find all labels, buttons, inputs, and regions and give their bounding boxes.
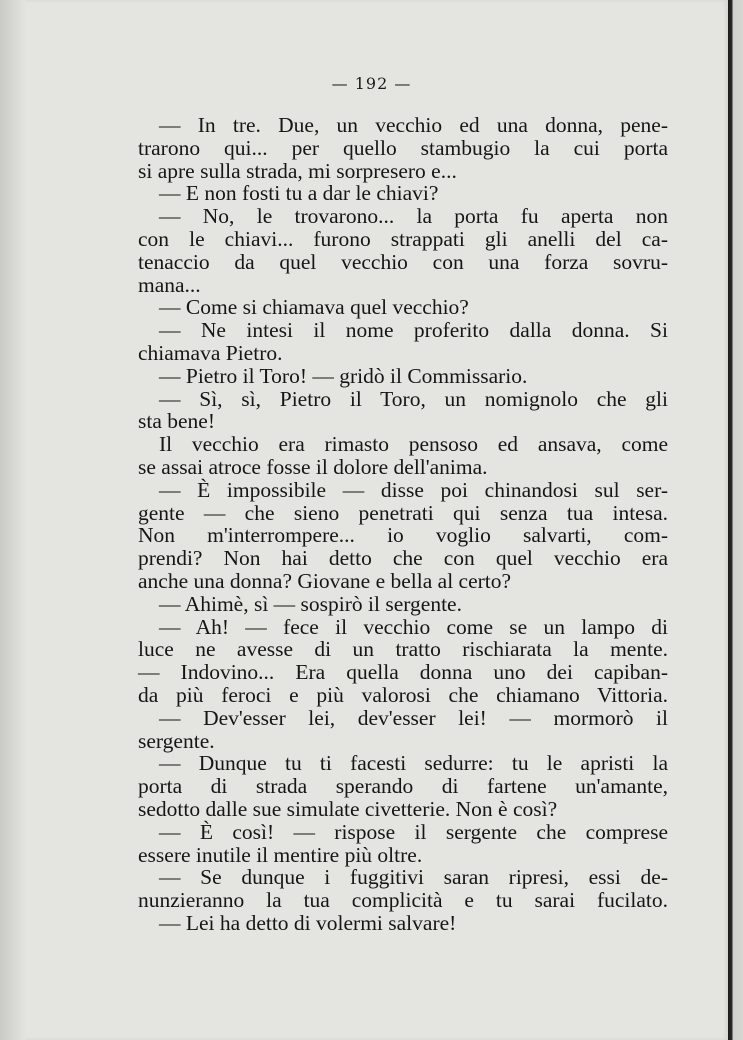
spine-shadow (0, 0, 26, 1040)
text-line: prendi? Non hai detto che con quel vecchio era (138, 546, 668, 571)
text-line: sedotto dalle sue simulate civetterie. Non è così? (138, 796, 558, 821)
text-line: — Pietro il Toro! — gridò il Commissario. (159, 363, 528, 388)
text-line: — Dev'esser lei, dev'esser lei! — mormorò il (159, 705, 668, 730)
text-line: — È impossibile — disse poi chinandosi sul ser- (159, 477, 668, 502)
text-line: — Sì, sì, Pietro il Toro, un nomignolo che gli (159, 386, 668, 411)
text-line: gente — che sieno penetrati qui senza tua intesa. (138, 500, 668, 525)
text-line: — Ne intesi il nome proferito dalla donna. Si (159, 318, 668, 343)
page-edge (728, 0, 743, 1040)
text-line: — Dunque tu ti facesti sedurre: tu le apristi la (159, 751, 668, 776)
text-line: mana... (138, 272, 201, 297)
text-line: — E non fosti tu a dar le chiavi? (159, 181, 439, 206)
text-line: nunzieranno la tua complicità e tu sarai fucilato. (138, 888, 668, 913)
text-line: — Ah! — fece il vecchio come se un lampo di (159, 614, 668, 639)
text-line: Non m'interrompere... io voglio salvarti, com- (138, 523, 668, 548)
text-line: trarono qui... per quello stambugio la cui porta (138, 135, 668, 160)
text-line: — Come si chiamava quel vecchio? (159, 295, 469, 320)
text-line: anche una donna? Giovane e bella al certo? (138, 568, 512, 593)
text-line: Il vecchio era rimasto pensoso ed ansava, come (159, 432, 668, 457)
text-line: se assai atroce fosse il dolore dell'anima. (138, 454, 488, 479)
text-line: porta di strada sperando di fartene un'amante, (138, 774, 668, 799)
text-line: — Se dunque i fuggitivi saran ripresi, essi de- (159, 865, 668, 890)
text-line: chiamava Pietro. (138, 340, 283, 365)
text-line: luce ne avesse di un tratto rischiarata la mente. (138, 637, 668, 662)
text-line: si apre sulla strada, mi sorpresero e... (138, 158, 457, 183)
text-line: sta bene! (138, 409, 216, 434)
text-line: — Lei ha detto di volermi salvare! (159, 910, 457, 935)
text-line: essere inutile il mentire più oltre. (138, 842, 423, 867)
text-line: — Indovino... Era quella donna uno dei capiban- (138, 660, 668, 685)
text-line: — In tre. Due, un vecchio ed una donna, pene- (159, 113, 668, 137)
text-line: — No, le trovarono... la porta fu aperta non (159, 204, 668, 229)
text-line: — È così! — rispose il sergente che comprese (159, 819, 668, 844)
text-line: da più feroci e più valorosi che chiamano Vittoria. (138, 682, 668, 707)
text-line: con le chiavi... furono strappati gli anelli del ca- (138, 226, 668, 251)
text-line: sergente. (138, 728, 215, 753)
text-line: — Ahimè, sì — sospirò il sergente. (159, 591, 462, 616)
text-line: tenaccio da quel vecchio con una forza sovru- (138, 249, 668, 274)
page-body-text (138, 114, 668, 935)
page-number: — 192 — (331, 74, 412, 93)
